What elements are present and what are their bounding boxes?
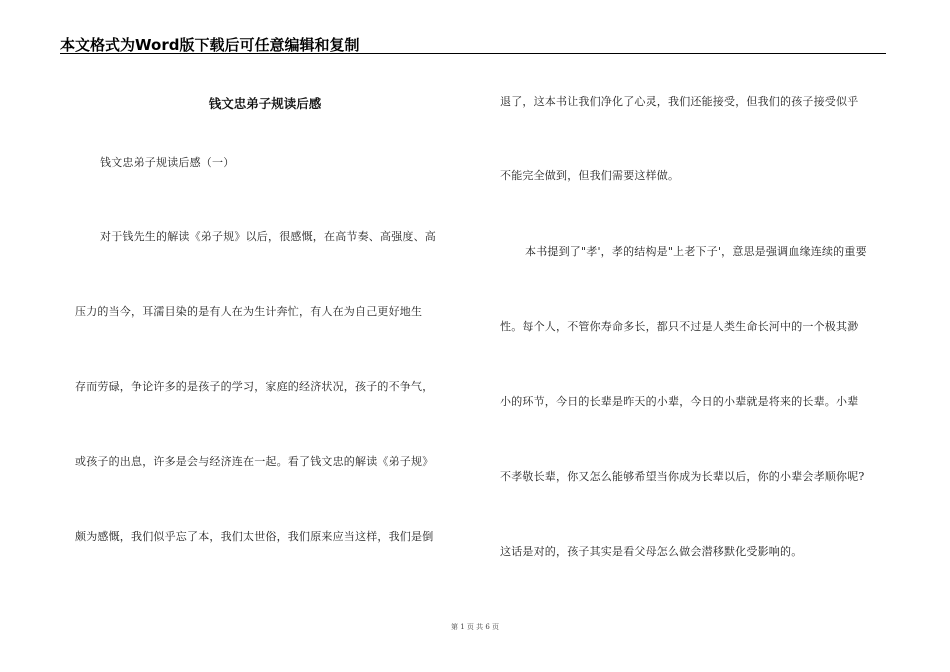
text-line: 存而劳碌，争论许多的是孩子的学习，家庭的经济状况，孩子的不争气， xyxy=(75,380,434,393)
text-line: 小的环节，今日的长辈是昨天的小辈，今日的小辈就是将来的长辈。小辈 xyxy=(500,395,859,408)
right-column xyxy=(500,90,890,590)
text-line: 这话是对的，孩子其实是看父母怎么做会潜移默化受影响的。 xyxy=(500,545,803,558)
page-number: 第 1 页 共 6 页 xyxy=(450,623,500,631)
text-line: 或孩子的出息，许多是会与经济连在一起。看了钱文忠的解读《弟子规》 xyxy=(75,455,434,468)
document-header: 本文格式为Word版下载后可任意编辑和复制 xyxy=(60,36,360,54)
left-column xyxy=(75,90,465,590)
header-divider xyxy=(60,53,886,54)
text-line: 本书提到了"孝'，孝的结构是"上老下子'，意思是强调血缘连续的重要 xyxy=(525,245,867,258)
text-line: 不孝敬长辈，你又怎么能够希望当你成为长辈以后，你的小辈会孝顺你呢? xyxy=(500,470,865,483)
document-title: 钱文忠弟子规读后感 xyxy=(208,96,322,111)
text-line: 性。每个人，不管你寿命多长，都只不过是人类生命长河中的一个极其渺 xyxy=(500,320,859,333)
text-line: 压力的当今，耳濡目染的是有人在为生计奔忙，有人在为自己更好地生 xyxy=(75,305,423,318)
text-line: 对于钱先生的解读《弟子规》以后，很感慨，在高节奏、高强度、高 xyxy=(100,230,436,243)
text-line: 退了，这本书让我们净化了心灵，我们还能接受，但我们的孩子接受似乎 xyxy=(500,95,859,108)
paragraph-heading: 钱文忠弟子规读后感（一） xyxy=(100,156,235,169)
text-line: 颇为感慨，我们似乎忘了本，我们太世俗，我们原来应当这样，我们是倒 xyxy=(75,530,434,543)
text-line: 不能完全做到，但我们需要这样做。 xyxy=(500,169,680,182)
